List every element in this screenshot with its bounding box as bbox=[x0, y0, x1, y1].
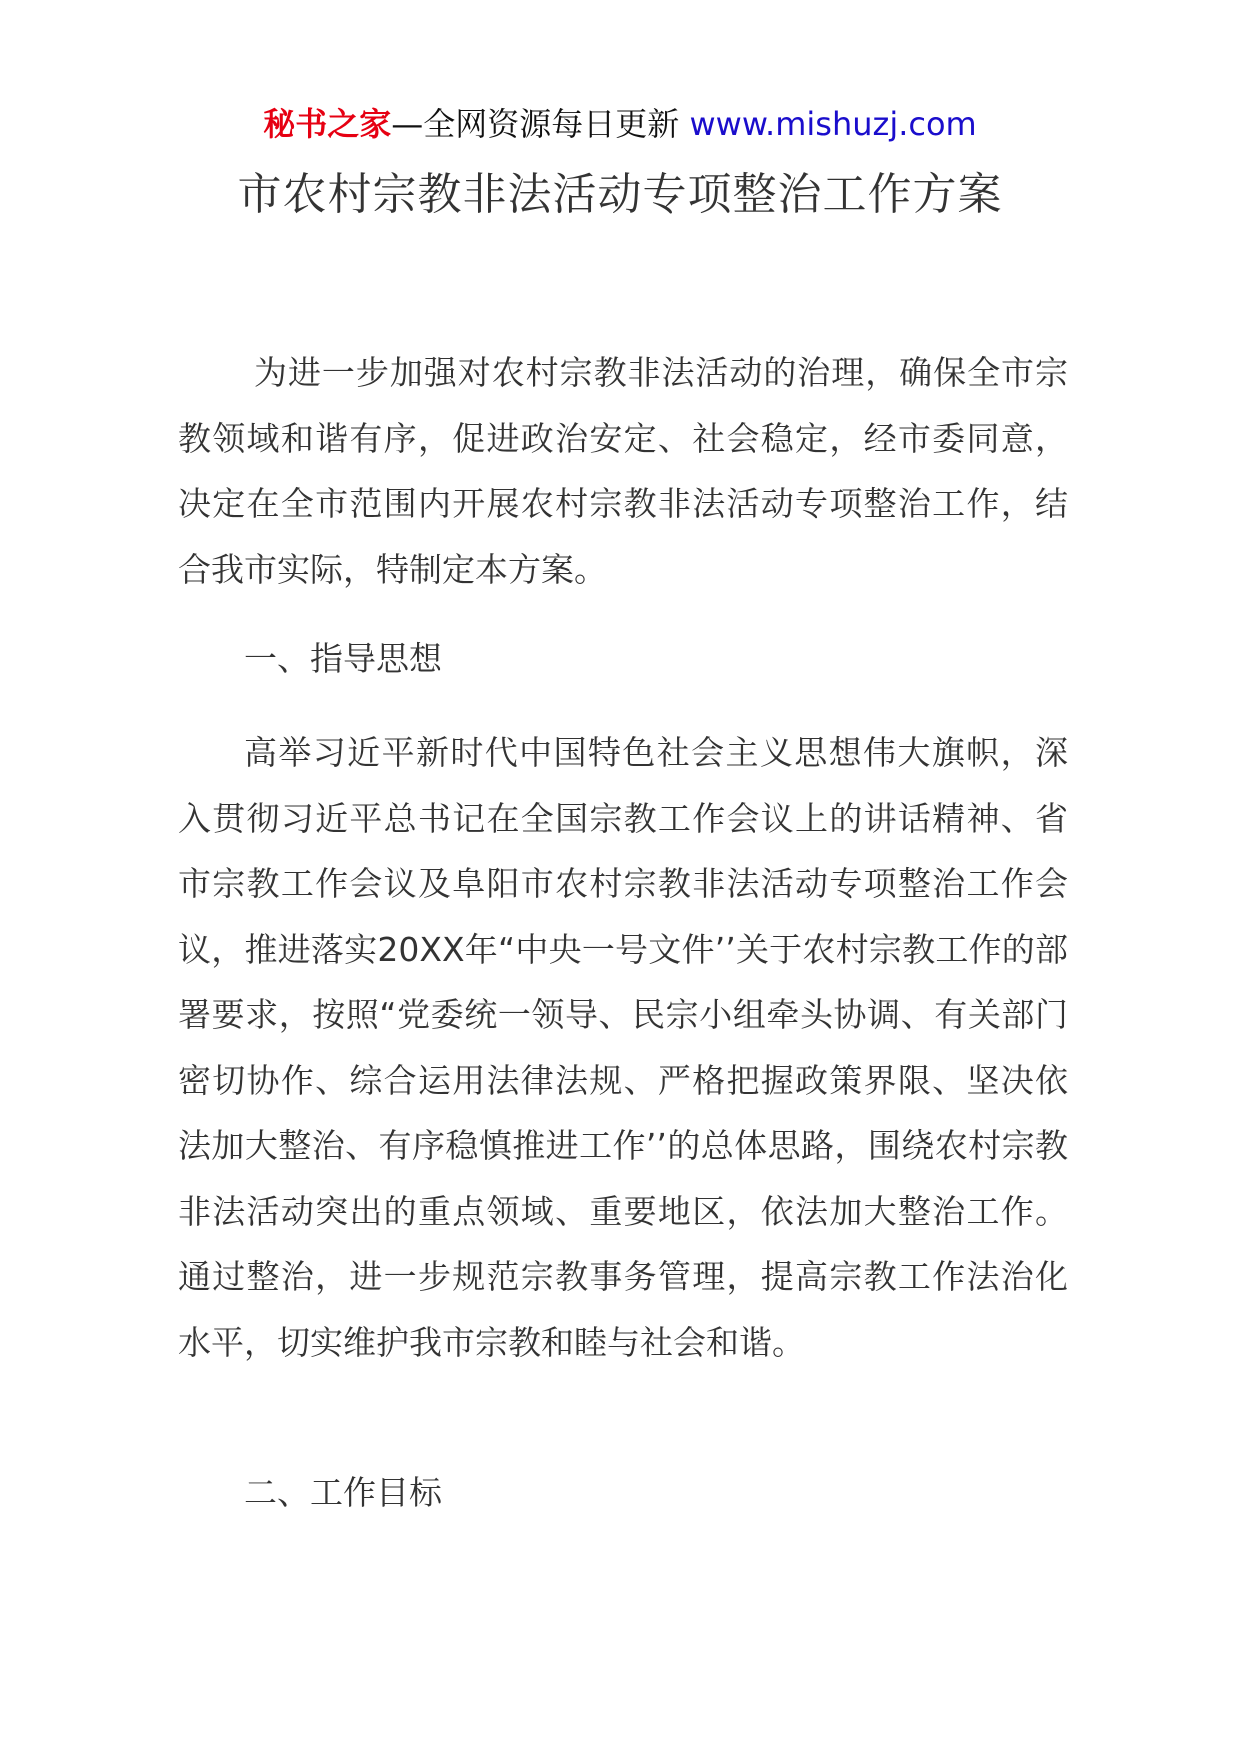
document-title: 市农村宗教非法活动专项整治工作方案 bbox=[237, 169, 1003, 220]
site-header bbox=[0, 100, 1240, 148]
intro-text bbox=[178, 340, 1068, 602]
header-slogan: —全网资源每日更新 bbox=[391, 105, 680, 143]
intro-lead-indent bbox=[178, 353, 254, 392]
guiding-thought-text: 高举习近平新时代中国特色社会主义思想伟大旗帜，深入贯彻习近平总书记在全国宗教工作会议上的讲话精神、省市宗教工作会议及阜阳市农村宗教非法活动专项整治工作会议，推进落实20XX年“中央一号文件’’关于农村宗教工作的部署要求，按照“党委统一领导、民宗小组牵头协调、有关部门密切协作、综合运用法律法规、严格把握政策界限、坚决依法加大整治、有序稳慎推进工作’’的总体思路，围绕农村宗教非法活动突出的重点领域、重要地区，依法加大整治工作。通过整治，进一步规范宗教事务管理，提高宗教工作法治化水平，切实维护我市宗教和睦与社会和谐。 bbox=[178, 733, 1068, 1362]
site-url-link[interactable]: www.mishuzj.com bbox=[689, 105, 977, 143]
intro-paragraph bbox=[178, 340, 1068, 602]
section-heading-work-goals: 二、工作目标 bbox=[244, 1473, 442, 1512]
section-heading-guiding-thought: 一、指导思想 bbox=[244, 639, 442, 678]
guiding-thought-paragraph bbox=[178, 720, 1068, 1375]
brand-name: 秘书之家 bbox=[263, 105, 392, 143]
intro-text-content: 为进一步加强对农村宗教非法活动的治理，确保全市宗教领域和谐有序，促进政治安定、社会稳定，经市委同意，决定在全市范围内开展农村宗教非法活动专项整治工作，结合我市实际，特制定本方案。 bbox=[178, 353, 1068, 589]
